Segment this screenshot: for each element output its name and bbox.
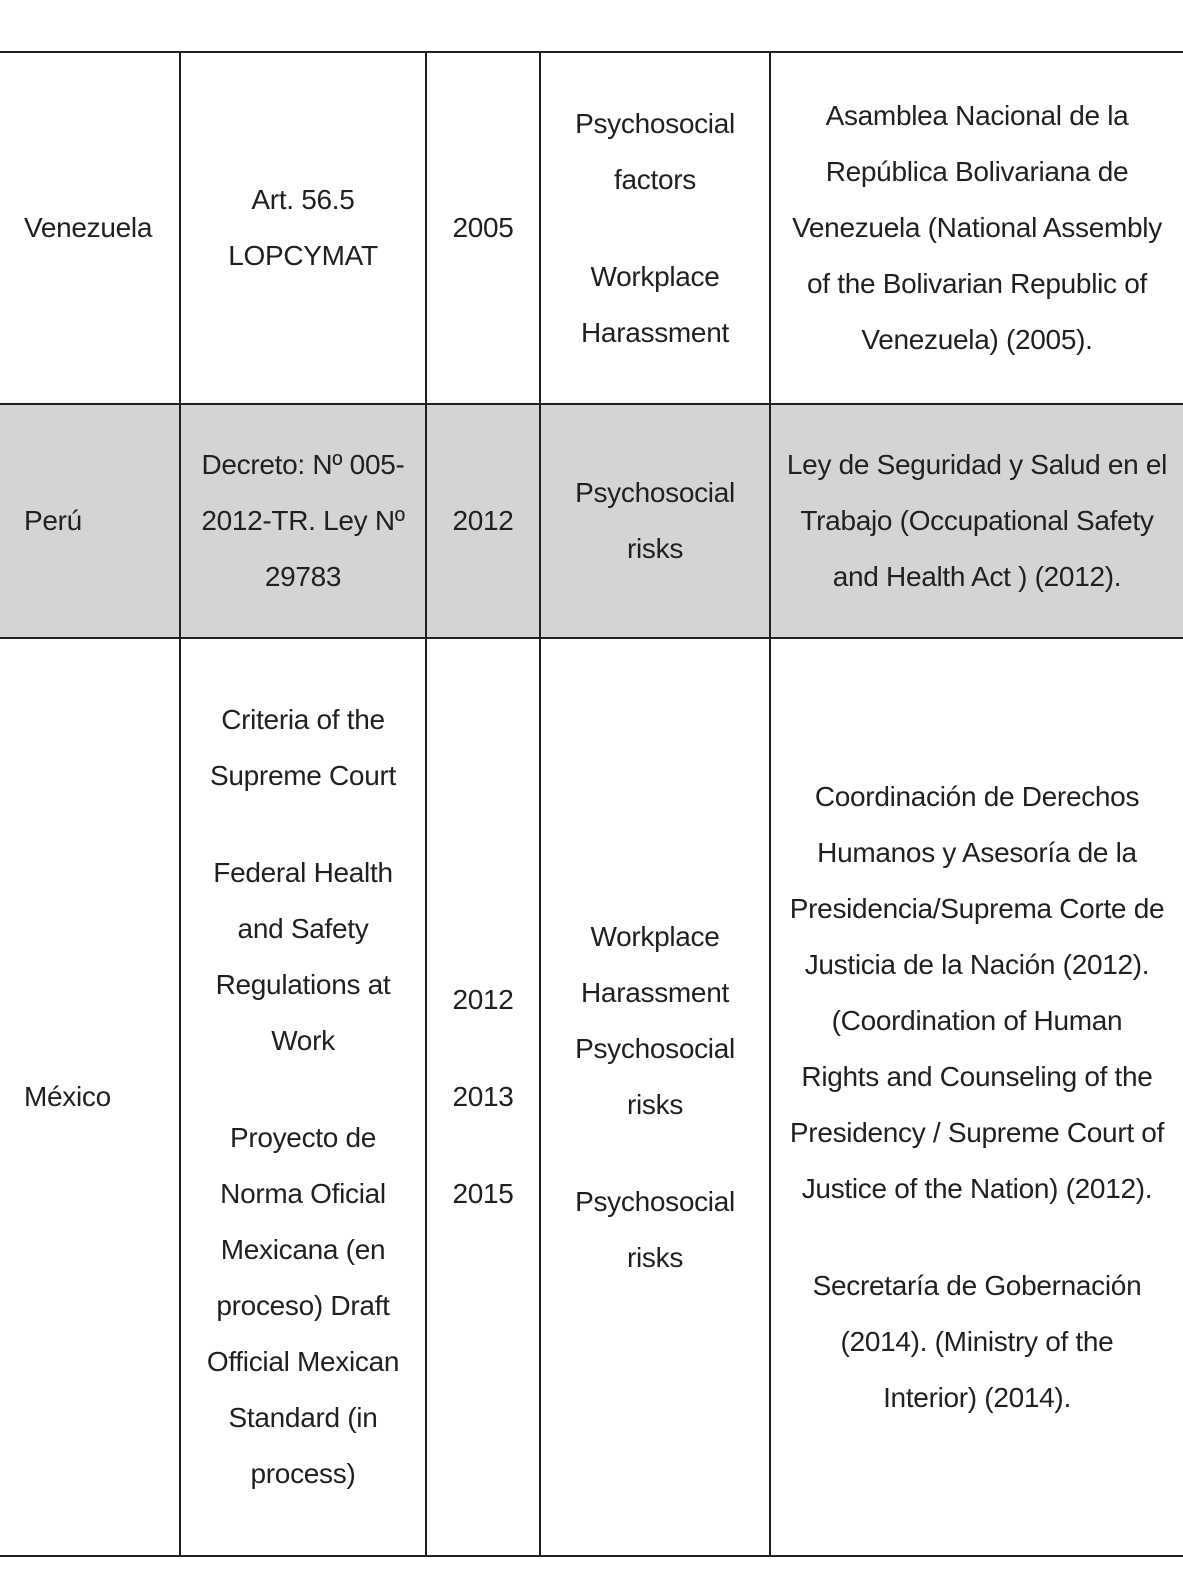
law-line: Art. 56.5 [251, 184, 355, 215]
topic-line: Harassment [581, 976, 729, 1008]
source-line: Venezuela) (2005). [861, 324, 1093, 355]
country-cell [0, 52, 180, 404]
law-line: Official Mexican [206, 1346, 400, 1377]
law-line: Regulations at [215, 969, 391, 1000]
law-line: Supreme Court [210, 760, 396, 791]
law-line: proceso) Draft [216, 1290, 390, 1321]
year-cell [426, 404, 540, 638]
table-row-peru [0, 404, 1183, 638]
topic-line: risks [626, 1241, 684, 1273]
year-value: 2015 [452, 1178, 514, 1209]
law-line: Mexicana (en [220, 1234, 386, 1265]
source-line: Presidency / Supreme Court of [789, 1116, 1165, 1148]
topic-line: Psychosocial [575, 1185, 735, 1217]
source-line: Secretaría de Gobernación [812, 1269, 1142, 1301]
year-cell [426, 52, 540, 404]
year-value: 2013 [452, 1081, 514, 1112]
topic-cell [540, 404, 770, 638]
country-name: Perú [24, 505, 82, 536]
topic-line: Psychosocial [575, 1032, 735, 1064]
topic-cell [540, 638, 770, 1556]
law-line: Proyecto de [229, 1122, 377, 1153]
topic-line: Workplace [590, 920, 720, 952]
law-cell [180, 404, 426, 638]
law-line: Norma Oficial [220, 1178, 386, 1209]
topic-line: risks [626, 1088, 684, 1120]
country-cell [0, 404, 180, 638]
source-line: and Health Act ) (2012). [832, 561, 1122, 592]
source-line: Humanos y Asesoría de la [817, 836, 1137, 868]
law-line: LOPCYMAT [228, 240, 378, 271]
topic-line: Harassment [581, 316, 729, 348]
source-line: (Coordination of Human [831, 1004, 1123, 1036]
law-line: Standard (in [228, 1402, 378, 1433]
law-cell [180, 52, 426, 404]
source-cell [770, 638, 1183, 1556]
topic-cell [540, 52, 770, 404]
year-value: 2005 [452, 212, 514, 243]
source-line: (2014). (Ministry of the [840, 1325, 1114, 1357]
table-row-venezuela [0, 52, 1183, 404]
source-line: Venezuela (National Assembly [792, 212, 1162, 243]
source-line: Justicia de la Nación (2012). [804, 948, 1150, 980]
year-value: 2012 [452, 984, 514, 1015]
topic-line: factors [614, 163, 696, 195]
law-line: Criteria of the [221, 704, 385, 735]
year-value: 2012 [452, 505, 514, 536]
source-line: Rights and Counseling of the [801, 1060, 1153, 1092]
legislation-table-container [0, 51, 1183, 1557]
topic-line: Workplace [590, 260, 720, 292]
source-line: Coordinación de Derechos [814, 780, 1140, 812]
source-cell [770, 404, 1183, 638]
source-line: Presidencia/Suprema Corte de [789, 892, 1165, 924]
law-line: process) [250, 1458, 356, 1489]
law-line: 29783 [264, 561, 342, 592]
source-line: Trabajo (Occupational Safety [800, 505, 1154, 536]
source-line: Asamblea Nacional de la [825, 100, 1129, 131]
law-line: and Safety [237, 913, 369, 944]
table-row-mexico [0, 638, 1183, 1556]
topic-line: Psychosocial [575, 477, 735, 508]
country-name: Venezuela [24, 212, 153, 243]
country-cell [0, 638, 180, 1556]
law-line: 2012-TR. Ley Nº [201, 505, 405, 536]
source-cell [770, 52, 1183, 404]
law-line: Federal Health [213, 857, 393, 888]
source-line: of the Bolivarian Republic of [807, 268, 1147, 299]
law-line: Work [271, 1025, 335, 1056]
source-line: República Bolivariana de [825, 156, 1129, 187]
source-line: Justice of the Nation) (2012). [801, 1172, 1153, 1204]
topic-line: risks [626, 533, 684, 564]
source-line: Interior) (2014). [883, 1381, 1071, 1413]
law-line: Decreto: Nº 005- [201, 449, 405, 480]
topic-line: Psychosocial [575, 107, 735, 139]
source-line: Ley de Seguridad y Salud en el [786, 449, 1168, 480]
legislation-table [0, 51, 1183, 1557]
country-name: México [24, 1081, 111, 1112]
year-cell [426, 638, 540, 1556]
law-cell [180, 638, 426, 1556]
